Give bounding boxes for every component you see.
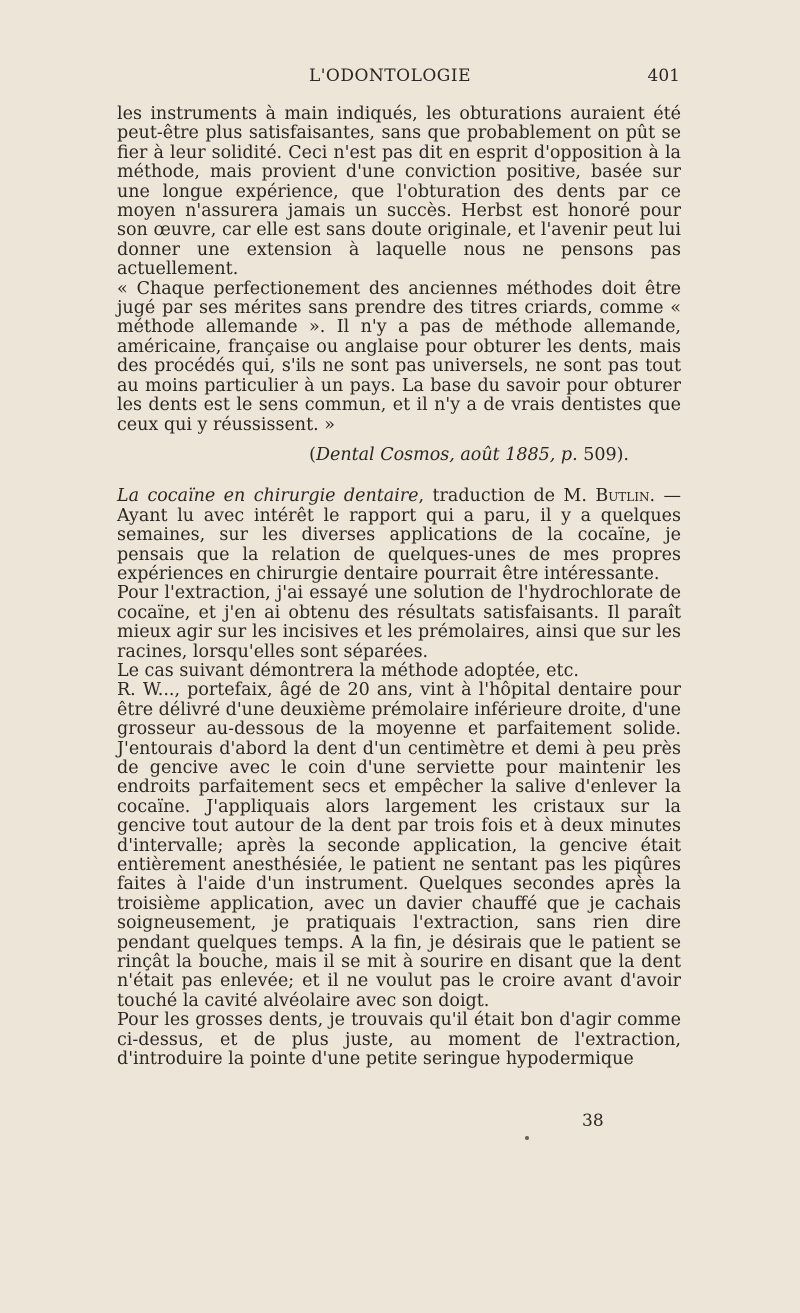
citation-open: ( <box>309 444 316 465</box>
article-intro: , traduction de M. <box>418 486 596 507</box>
paper-speck <box>525 1136 529 1140</box>
article-title: La cocaïne en chirurgie dentaire <box>117 486 419 507</box>
printer-signature: 38 <box>582 1111 604 1131</box>
page-number: 401 <box>647 66 680 86</box>
running-head <box>0 66 800 92</box>
paragraph: les instruments à main indiqués, les obturations auraient été peut-être plus satisfaisantes, sans que probablement on pût se fier à leur solidité. Ceci n'est pas dit en esprit d'opposition à la méthode, mais provient d'une conviction positive, basée sur une longue expérience, que l'obturation des dents par ce moyen n'assurera jamais un succès. Herbst est honoré pour son œuvre, car elle est sans doute originale, et l'avenir peut lui donner une extension à laquelle nous ne pensons pas actuellement. <box>117 104 681 280</box>
article-paragraph <box>117 487 681 584</box>
citation-source: Dental Cosmos, août 1885, p. <box>315 444 578 465</box>
article-text: . — Ayant lu avec intérêt le rapport qui a paru, il y a quelques semaines, sur les diverses applications de la cocaïne, je pensais que la relation de quelques-unes de mes propres expériences en chirurgie dentaire pourrait être intéressante. <box>117 486 681 584</box>
paragraph: Pour l'extraction, j'ai essayé une solution de l'hydrochlorate de cocaïne, et j'en ai obtenu des résultats satisfaisants. Il paraît mieux agir sur les incisives et les prémolaires, ainsi que sur les racines, lorsqu'elles sont séparées. <box>117 583 681 662</box>
body-text <box>117 105 681 1070</box>
paragraph: R. W..., portefaix, âgé de 20 ans, vint à l'hôpital dentaire pour être délivré d'une deuxième prémolaire inférieure droite, d'une grosseur au-dessous de la moyenne et parfaitement solide. J'entourais d'abord la dent d'un centimètre et demi à peu près de gencive avec le coin d'une serviette pour maintenir les endroits parfaitement secs et empêcher la salive d'enlever la cocaïne. J'appliquais alors largement les cristaux sur la gencive tout autour de la dent par trois fois et à deux minutes d'intervalle; après la seconde application, la gencive était entièrement anesthésiée, le patient ne sentant pas les piqûres faites à l'aide d'un instrument. Quelques secondes après la troisième application, avec un davier chauffé que je cachais soigneusement, je pratiquais l'extraction, sans rien dire pendant quelques temps. A la fin, je désirais que le patient se rinçât la bouche, mais il se mit à sourire en disant que la dent n'était pas enlevée; et il ne voulut pas le croire avant d'avoir touché la cavité alvéolaire avec son doigt. <box>117 680 681 1011</box>
running-title: L'ODONTOLOGIE <box>308 66 472 86</box>
article-author: Butlin <box>595 486 650 507</box>
paragraph: Le cas suivant démontrera la méthode adoptée, etc. <box>117 660 579 681</box>
quotation-paragraph: « Chaque perfectionement des anciennes méthodes doit être jugé par ses mérites sans prendre des titres criards, comme « méthode allemande ». Il n'y a pas de méthode allemande, américaine, française ou anglaise pour obturer les dents, mais des procédés qui, s'ils ne sont pas universels, ne sont pas tout au moins particulier à un pays. La base du savoir pour obturer les dents est le sens commun, et il n'y a de vrais dentistes que ceux qui y réussissent. » <box>117 278 681 435</box>
citation-page: 509). <box>577 444 629 465</box>
citation <box>117 446 681 465</box>
paragraph: Pour les grosses dents, je trouvais qu'il était bon d'agir comme ci-dessus, et de plus juste, au moment de l'extraction, d'introduire la pointe d'une petite seringue hypodermique <box>117 1010 681 1070</box>
